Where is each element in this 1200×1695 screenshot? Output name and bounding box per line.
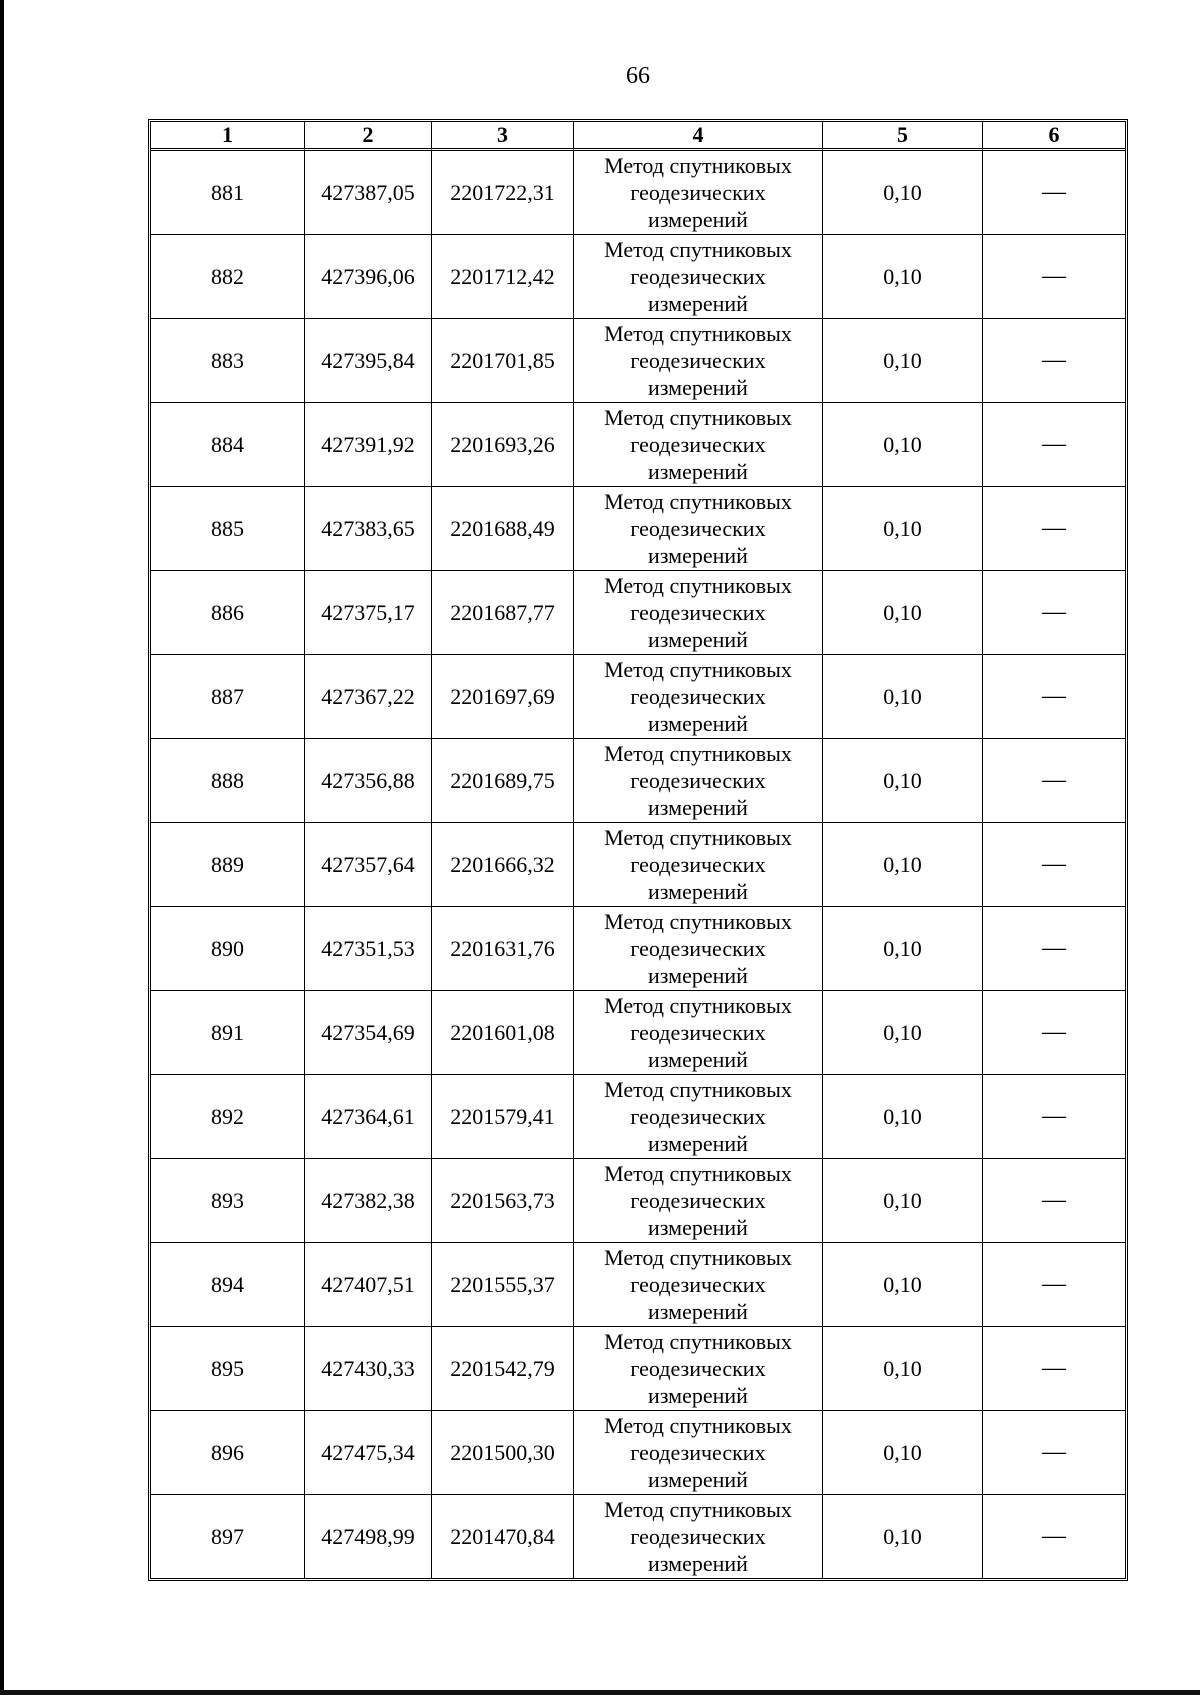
- method-line: измерений: [648, 879, 748, 904]
- y-coordinate-cell: 2201563,73: [432, 1159, 574, 1243]
- point-number-cell: 884: [151, 403, 305, 487]
- point-number-cell: 886: [151, 571, 305, 655]
- table-row: [151, 1411, 1125, 1495]
- y-coordinate-cell: 2201688,49: [432, 487, 574, 571]
- accuracy-cell: 0,10: [823, 907, 983, 991]
- table-row: [151, 823, 1125, 907]
- method-line: геодезических: [630, 1356, 766, 1381]
- note-cell: —: [983, 319, 1125, 403]
- method-line: измерений: [648, 291, 748, 316]
- point-number-cell: 889: [151, 823, 305, 907]
- y-coordinate-cell: 2201722,31: [432, 151, 574, 235]
- method-cell: [574, 1411, 823, 1495]
- method-line: геодезических: [630, 936, 766, 961]
- method-line: измерений: [648, 207, 748, 232]
- scan-bottom-edge: [0, 1690, 1200, 1695]
- accuracy-cell: 0,10: [823, 1495, 983, 1578]
- table-row: [151, 319, 1125, 403]
- method-line: геодезических: [630, 684, 766, 709]
- note-cell: —: [983, 571, 1125, 655]
- x-coordinate-cell: 427383,65: [305, 487, 432, 571]
- method-line: Метод спутниковых: [604, 1413, 792, 1438]
- note-cell: —: [983, 235, 1125, 319]
- coordinates-table: [148, 119, 1128, 1581]
- method-line: геодезических: [630, 1104, 766, 1129]
- accuracy-cell: 0,10: [823, 1075, 983, 1159]
- method-line: геодезических: [630, 432, 766, 457]
- point-number-cell: 896: [151, 1411, 305, 1495]
- x-coordinate-cell: 427475,34: [305, 1411, 432, 1495]
- column-header-3: 3: [432, 122, 574, 151]
- table-header: [151, 122, 1125, 151]
- x-coordinate-cell: 427391,92: [305, 403, 432, 487]
- accuracy-cell: 0,10: [823, 739, 983, 823]
- method-line: Метод спутниковых: [604, 1245, 792, 1270]
- method-cell: [574, 571, 823, 655]
- point-number-cell: 892: [151, 1075, 305, 1159]
- point-number-cell: 890: [151, 907, 305, 991]
- method-cell: [574, 1327, 823, 1411]
- method-line: геодезических: [630, 516, 766, 541]
- table-row: [151, 1495, 1125, 1578]
- table-body: [151, 151, 1125, 1578]
- point-number-cell: 897: [151, 1495, 305, 1578]
- method-line: геодезических: [630, 600, 766, 625]
- method-line: Метод спутниковых: [604, 237, 792, 262]
- y-coordinate-cell: 2201542,79: [432, 1327, 574, 1411]
- x-coordinate-cell: 427430,33: [305, 1327, 432, 1411]
- method-cell: [574, 1075, 823, 1159]
- y-coordinate-cell: 2201666,32: [432, 823, 574, 907]
- method-cell: [574, 487, 823, 571]
- method-line: измерений: [648, 459, 748, 484]
- x-coordinate-cell: 427354,69: [305, 991, 432, 1075]
- method-line: измерений: [648, 711, 748, 736]
- method-line: Метод спутниковых: [604, 741, 792, 766]
- method-line: геодезических: [630, 1440, 766, 1465]
- y-coordinate-cell: 2201470,84: [432, 1495, 574, 1578]
- method-cell: [574, 907, 823, 991]
- method-line: Метод спутниковых: [604, 825, 792, 850]
- method-line: измерений: [648, 1131, 748, 1156]
- accuracy-cell: 0,10: [823, 655, 983, 739]
- x-coordinate-cell: 427382,38: [305, 1159, 432, 1243]
- x-coordinate-cell: 427396,06: [305, 235, 432, 319]
- method-line: измерений: [648, 1383, 748, 1408]
- accuracy-cell: 0,10: [823, 151, 983, 235]
- column-header-2: 2: [305, 122, 432, 151]
- method-line: геодезических: [630, 1020, 766, 1045]
- method-cell: [574, 1159, 823, 1243]
- x-coordinate-cell: 427375,17: [305, 571, 432, 655]
- note-cell: —: [1042, 1523, 1066, 1549]
- page-number: 66: [626, 63, 650, 89]
- method-cell: [574, 1243, 823, 1327]
- accuracy-cell: 0,10: [823, 319, 983, 403]
- note-cell: —: [983, 1159, 1125, 1243]
- accuracy-cell: 0,10: [823, 571, 983, 655]
- y-coordinate-cell: 2201601,08: [432, 991, 574, 1075]
- point-number-cell: 891: [151, 991, 305, 1075]
- point-number-cell: 881: [151, 151, 305, 235]
- method-line: геодезических: [630, 1272, 766, 1297]
- method-line: Метод спутниковых: [604, 1077, 792, 1102]
- method-line: измерений: [648, 375, 748, 400]
- method-cell: [574, 151, 823, 235]
- method-line: измерений: [648, 543, 748, 568]
- table-row: [151, 487, 1125, 571]
- method-line: измерений: [648, 1551, 748, 1576]
- column-header-5: 5: [823, 122, 983, 151]
- method-line: геодезических: [630, 264, 766, 289]
- y-coordinate-cell: 2201697,69: [432, 655, 574, 739]
- y-coordinate-cell: 2201712,42: [432, 235, 574, 319]
- y-coordinate-cell: 2201631,76: [432, 907, 574, 991]
- method-cell: [574, 739, 823, 823]
- method-line: Метод спутниковых: [604, 909, 792, 934]
- accuracy-cell: 0,10: [823, 823, 983, 907]
- method-line: Метод спутниковых: [604, 1329, 792, 1354]
- x-coordinate-cell: 427357,64: [305, 823, 432, 907]
- note-cell: —: [983, 1243, 1125, 1327]
- table-row: [151, 655, 1125, 739]
- point-number-cell: 895: [151, 1327, 305, 1411]
- method-line: Метод спутниковых: [604, 1497, 792, 1522]
- x-coordinate-cell: 427395,84: [305, 319, 432, 403]
- method-cell: [574, 991, 823, 1075]
- method-line: геодезических: [630, 348, 766, 373]
- table-row: [151, 1243, 1125, 1327]
- note-cell: —: [983, 403, 1125, 487]
- method-cell: [574, 403, 823, 487]
- method-line: измерений: [648, 1215, 748, 1240]
- accuracy-cell: 0,10: [823, 1411, 983, 1495]
- table-row: [151, 571, 1125, 655]
- method-line: геодезических: [630, 852, 766, 877]
- y-coordinate-cell: 2201579,41: [432, 1075, 574, 1159]
- y-coordinate-cell: 2201687,77: [432, 571, 574, 655]
- note-cell: —: [983, 991, 1125, 1075]
- x-coordinate-cell: 427407,51: [305, 1243, 432, 1327]
- note-cell: —: [983, 739, 1125, 823]
- point-number-cell: 894: [151, 1243, 305, 1327]
- point-number-cell: 883: [151, 319, 305, 403]
- x-coordinate-cell: 427367,22: [305, 655, 432, 739]
- table-row: [151, 991, 1125, 1075]
- table-row: [151, 907, 1125, 991]
- method-line: Метод спутниковых: [604, 153, 792, 178]
- point-number-cell: 888: [151, 739, 305, 823]
- x-coordinate-cell: 427498,99: [305, 1495, 432, 1578]
- table-row: [151, 235, 1125, 319]
- method-line: Метод спутниковых: [604, 489, 792, 514]
- method-line: геодезических: [630, 1188, 766, 1213]
- point-number-cell: 893: [151, 1159, 305, 1243]
- note-cell: —: [983, 907, 1125, 991]
- y-coordinate-cell: 2201555,37: [432, 1243, 574, 1327]
- method-cell: [574, 235, 823, 319]
- table-row: [151, 739, 1125, 823]
- note-cell: —: [983, 1327, 1125, 1411]
- method-line: Метод спутниковых: [604, 1161, 792, 1186]
- method-line: измерений: [648, 963, 748, 988]
- note-cell: —: [983, 823, 1125, 907]
- y-coordinate-cell: 2201701,85: [432, 319, 574, 403]
- accuracy-cell: 0,10: [823, 487, 983, 571]
- method-line: измерений: [648, 1299, 748, 1324]
- y-coordinate-cell: 2201500,30: [432, 1411, 574, 1495]
- note-cell: —: [983, 487, 1125, 571]
- scan-left-edge: [0, 0, 4, 1695]
- method-line: геодезических: [630, 1524, 766, 1549]
- method-line: Метод спутниковых: [604, 993, 792, 1018]
- accuracy-cell: 0,10: [823, 991, 983, 1075]
- method-line: Метод спутниковых: [604, 321, 792, 346]
- note-cell: —: [983, 1075, 1125, 1159]
- x-coordinate-cell: 427364,61: [305, 1075, 432, 1159]
- y-coordinate-cell: 2201689,75: [432, 739, 574, 823]
- x-coordinate-cell: 427351,53: [305, 907, 432, 991]
- column-header-4: 4: [574, 122, 823, 151]
- method-line: геодезических: [630, 768, 766, 793]
- method-cell: [574, 823, 823, 907]
- y-coordinate-cell: 2201693,26: [432, 403, 574, 487]
- point-number-cell: 885: [151, 487, 305, 571]
- accuracy-cell: 0,10: [823, 1243, 983, 1327]
- table-row: [151, 403, 1125, 487]
- method-line: Метод спутниковых: [604, 405, 792, 430]
- method-cell: [574, 655, 823, 739]
- column-header-6: 6: [983, 122, 1125, 151]
- method-line: измерений: [648, 1467, 748, 1492]
- method-cell: [574, 319, 823, 403]
- column-header-1: 1: [151, 122, 305, 151]
- method-line: Метод спутниковых: [604, 657, 792, 682]
- table-row: [151, 1075, 1125, 1159]
- method-cell: [574, 1495, 823, 1578]
- note-cell: —: [983, 1411, 1125, 1495]
- table-row: [151, 1159, 1125, 1243]
- method-line: измерений: [648, 627, 748, 652]
- note-cell: —: [983, 655, 1125, 739]
- accuracy-cell: 0,10: [823, 1159, 983, 1243]
- accuracy-cell: 0,10: [823, 235, 983, 319]
- method-line: геодезических: [630, 180, 766, 205]
- method-line: измерений: [648, 1047, 748, 1072]
- point-number-cell: 887: [151, 655, 305, 739]
- x-coordinate-cell: 427387,05: [305, 151, 432, 235]
- method-line: измерений: [648, 795, 748, 820]
- table-row: [151, 1327, 1125, 1411]
- accuracy-cell: 0,10: [823, 403, 983, 487]
- note-cell: —: [983, 151, 1125, 235]
- header-row: [151, 122, 1125, 151]
- x-coordinate-cell: 427356,88: [305, 739, 432, 823]
- accuracy-cell: 0,10: [823, 1327, 983, 1411]
- point-number-cell: 882: [151, 235, 305, 319]
- method-line: Метод спутниковых: [604, 573, 792, 598]
- table-row: [151, 151, 1125, 235]
